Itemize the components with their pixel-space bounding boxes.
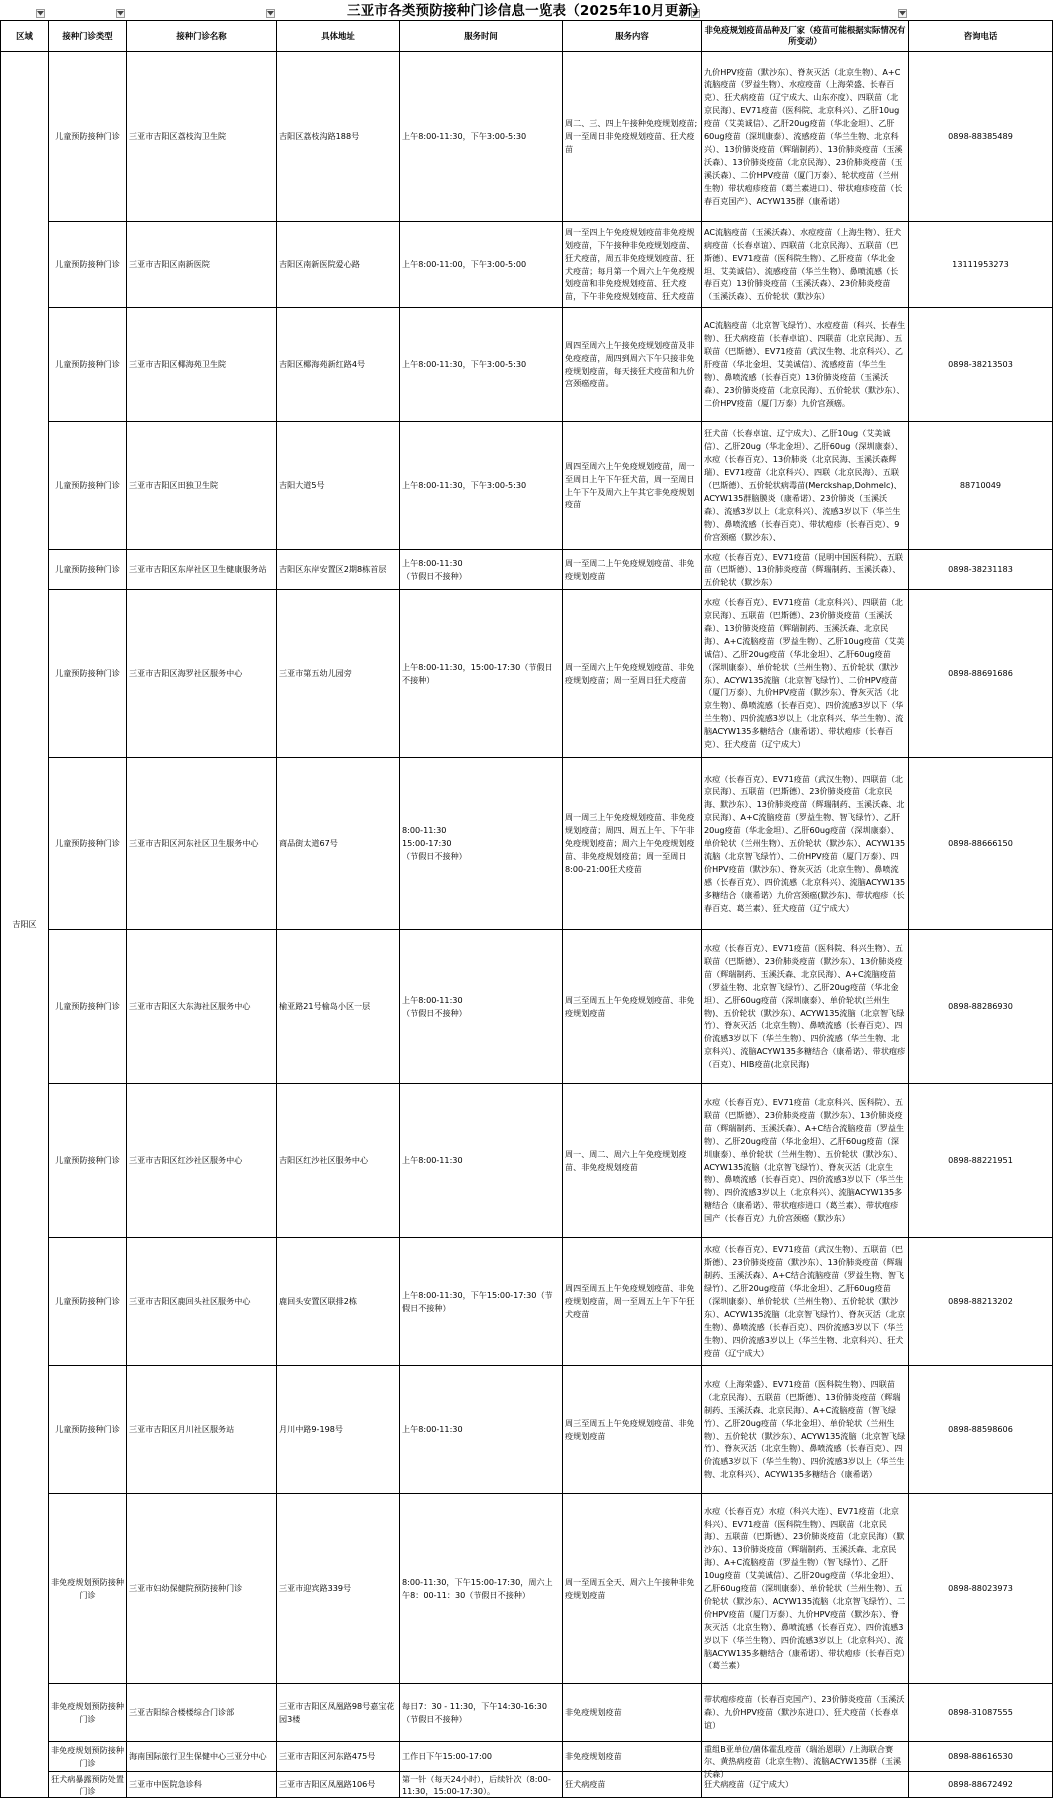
cell-vaccines[interactable] — [702, 222, 909, 308]
cell-phone[interactable] — [909, 550, 1053, 590]
col-header-address[interactable]: 具体地址 — [277, 21, 400, 52]
col-header-area[interactable]: 区域 — [1, 21, 49, 52]
table-row — [1, 1494, 1053, 1684]
cell-text-address: 吉阳区南新医院爱心路 — [279, 259, 360, 270]
cell-hours[interactable] — [400, 1742, 563, 1772]
cell-text-hours: 上午8:00-11:30 — [402, 1424, 463, 1435]
cell-text-hours: 上午8:00-11:30，下午15:00-17:30（节假日不接种） — [402, 1289, 553, 1313]
cell-name[interactable] — [127, 590, 277, 758]
cell-vaccines[interactable] — [702, 590, 909, 758]
table-row — [1, 1772, 1053, 1798]
cell-name[interactable] — [127, 1494, 277, 1684]
cell-text-vaccines: 水痘（长春百克）、EV71疫苗（昆明中国医科院）、五联苗（巴斯德）、13价肺炎疫苗（辉瑞制药、玉溪沃森）、五价轮状（默沙东） — [704, 551, 904, 588]
cell-address[interactable] — [277, 1742, 400, 1772]
table-row — [1, 422, 1053, 550]
cell-text-vaccines: 狂犬病疫苗（辽宁成大） — [704, 1779, 794, 1790]
cell-phone[interactable] — [909, 1084, 1053, 1238]
cell-name[interactable] — [127, 1742, 277, 1772]
cell-text-vaccines: 九价HPV疫苗（默沙东）、脊灰灭活（北京生物）、A+C流脑疫苗（罗益生物）、水痘疫苗（上海荣盛、长春百克）、狂犬病疫苗（辽宁成大、山东亦度）、四联苗（北京民海）、EV71疫苗（医科院、北京科兴）、乙肝10ug疫苗（艾美诚信）、乙肝20ug疫苗（华北金坦）、乙肝60ug疫苗（深圳康泰）、流感疫苗（华兰生物、北京科兴）、13价肺炎疫苗（辉瑞制药）、13价肺炎疫苗（玉溪沃森）、13价肺炎疫苗（北京民海）、23价肺炎疫苗（玉溪沃森）、二价HPV疫苗（厦门万泰）、轮状疫苗（兰州生物）带状疱疹疫苗（葛兰素进口）、带状疱疹疫苗（长春百克国产）、ACYW135群（康希诺） — [704, 66, 903, 206]
cell-name[interactable] — [127, 1238, 277, 1366]
cell-content[interactable] — [563, 930, 702, 1084]
cell-type[interactable] — [49, 1366, 127, 1494]
cell-text-address: 吉阳区东岸安置区2期8栋首层 — [279, 564, 387, 575]
cell-address[interactable] — [277, 758, 400, 930]
cell-text-vaccines: 水痘（长春百克）、EV71疫苗（医科院、科兴生物）、五联苗（巴斯德）、23价肺炎疫苗（默沙东）、13价肺炎疫苗（辉瑞制药、玉溪沃森、北京民海）、A+C流脑疫苗（罗益生物、北京智飞绿竹）、乙肝20ug疫苗（华北金坦）、乙肝60ug疫苗（深圳康泰）、单价轮状(兰州生物)、五价轮状（默沙东）、ACYW135流脑（北京智飞绿竹）、脊灰灭活（北京生物）、鼻喷流感（长春百克）、四价流感3岁以下（华兰生物）、四价流感（华兰生物、北京科兴）、流脑ACYW135多糖结合（康希诺）、带状疱疹（百克）、HIB疫苗(北京民海) — [704, 942, 906, 1070]
cell-text-content: 周三至周五上午免疫规划疫苗、非免疫规划疫苗 — [565, 1417, 695, 1441]
cell-text-content: 周四至周六上午免疫规划疫苗，周一至周日上午下午狂犬苗，周一至周日上午下午及周六上午其它非免疫规划疫苗 — [565, 460, 695, 510]
cell-hours[interactable] — [400, 308, 563, 422]
cell-name[interactable] — [127, 222, 277, 308]
header-row — [1, 21, 1053, 52]
table-row — [1, 590, 1053, 758]
cell-text-type: 非免疫规划预防接种门诊 — [51, 1700, 124, 1724]
cell-type[interactable] — [49, 550, 127, 590]
cell-text-address: 三亚市吉阳区凤凰路106号 — [279, 1779, 376, 1790]
cell-text-vaccines: 水痘（长春百克）水痘（科兴大连）、EV71疫苗（北京科兴）、EV71疫苗（医科院生物）、四联苗（北京民海）、五联苗（巴斯德）、23价肺炎疫苗（北京民海）（默沙东）、13价肺炎疫苗（辉瑞制药、玉溪沃森、北京民海）、A+C流脑疫苗（罗益生物）（智飞绿竹）、乙肝10ug疫苗（艾美诚信）、乙肝20ug疫苗（华北金坦）、乙肝60ug疫苗（深圳康泰）、单价轮状（兰州生物）、五价轮状（默沙东）、ACYW135流脑（北京智飞绿竹）、二价HPV疫苗（厦门万泰）、九价HPV疫苗（默沙东）、脊灰灭活（北京生物）、鼻喷流感（长春百克）、四价流感3岁以下（华兰生物）、四价流感3岁以上（北京科兴）、流脑ACYW135多糖结合（康希诺）、带状疱疹（长春百克）（葛兰素） — [704, 1505, 906, 1671]
cell-text-name: 三亚吉阳综合楼楼综合门诊部 — [129, 1707, 235, 1718]
cell-text-content: 非免疫规划疫苗 — [565, 1751, 622, 1762]
cell-text-vaccines: 水痘（长春百克）、EV71疫苗（武汉生物）、四联苗（北京民海）、五联苗（巴斯德）、23价肺炎疫苗（北京民海、默沙东）、13价肺炎疫苗（辉瑞制药、玉溪沃森、北京民海）、A+C流脑疫苗（罗益生物、智飞绿竹）、乙肝20ug疫苗（华北金坦）、乙肝60ug疫苗（深圳康泰）、单价轮状（兰州生物）、五价轮状（默沙东）、ACYW135流脑（北京智飞绿竹）、二价HPV疫苗（厦门万泰）、四价HPV疫苗（默沙东）、脊灰灭活（北京生物）、鼻喷流感（长春百克）、四价流感（北京科兴）、流脑ACYW135多糖结合（康希诺）九价宫颈癌(默沙东)、带状疱疹（长春百克、葛兰素）、狂犬疫苗（辽宁成大） — [704, 773, 906, 913]
cell-phone[interactable] — [909, 758, 1053, 930]
cell-address[interactable] — [277, 422, 400, 550]
cell-text-phone: 0898-88213202 — [948, 1296, 1013, 1307]
cell-content[interactable] — [563, 308, 702, 422]
cell-text-name: 三亚市吉阳区河东社区卫生服务中心 — [129, 838, 259, 849]
cell-text-hours: 工作日下午15:00-17:00 — [402, 1751, 493, 1762]
cell-content[interactable] — [563, 1742, 702, 1772]
cell-text-type: 儿童预防接种门诊 — [55, 564, 120, 575]
cell-content[interactable] — [563, 1238, 702, 1366]
cell-type[interactable] — [49, 1238, 127, 1366]
table-row — [1, 1742, 1053, 1772]
table-row — [1, 1366, 1053, 1494]
cell-type[interactable] — [49, 1684, 127, 1742]
cell-text-hours: 上午8:00-11:30 （节假日不接种） — [402, 557, 467, 581]
col-header-phone[interactable]: 咨询电话 — [909, 21, 1053, 52]
cell-text-type: 非免疫规划预防接种门诊 — [51, 1744, 124, 1768]
cell-content[interactable] — [563, 222, 702, 308]
cell-text-hours: 上午8:00-11:30 — [402, 1155, 463, 1166]
cell-hours[interactable] — [400, 1366, 563, 1494]
cell-address[interactable] — [277, 1084, 400, 1238]
cell-type[interactable] — [49, 1494, 127, 1684]
cell-text-vaccines: 水痘（长春百克）、EV71疫苗（北京科兴）、四联苗（北京民海）、五联苗（巴斯德）、23价肺炎疫苗（玉溪沃森）、13价肺炎疫苗（辉瑞制药、玉溪沃森、北京民海）、A+C流脑疫苗（罗益生物）、乙肝10ug疫苗（艾美诚信）、乙肝20ug疫苗（华北金坦）、乙肝60ug疫苗（深圳康泰）、单价轮状（兰州生物）、五价轮状（默沙东）、ACYW135流脑（北京智飞绿竹）、二价HPV疫苗（厦门万泰）、九价HPV疫苗（默沙东）、脊灰灭活（北京生物）、鼻喷流感（长春百克）、四价流感3岁以下（华兰生物）、四价流感3岁以上（北京科兴、华兰生物）、流脑ACYW135多糖结合（康希诺）、带状疱疹（长春百克）、狂犬疫苗（辽宁成大） — [704, 597, 905, 750]
cell-text-vaccines: AC流脑疫苗（玉溪沃森）、水痘疫苗（上海生物）、狂犬病疫苗（长春卓谊）、四联苗（北京民海）、五联苗（巴斯德）、EV71疫苗（医科院生物）、乙肝疫苗（华北金坦、艾美诚信）、流感疫苗（华兰生物）、鼻喷流感（长春百克）13价肺炎疫苗（玉溪沃森）、23价肺炎疫苗（玉溪沃森）、五价轮状（默沙东） — [704, 226, 902, 302]
cell-text-name: 三亚市吉阳区鹿回头社区服务中心 — [129, 1296, 251, 1307]
cell-text-content: 周一至四上午免疫规划疫苗非免疫规划疫苗，下午接种非免疫规划疫苗、狂犬疫苗，周五非免疫规划疫苗、狂犬疫苗；每月第一个周六上午免疫规划疫苗和非免疫规划疫苗、狂犬疫苗，下午非免疫规划疫苗、狂犬疫苗 — [565, 226, 695, 302]
table-row — [1, 1084, 1053, 1238]
cell-text-content: 周二、三、四上午接种免疫规划疫苗;周一至周日非免疫规划疫苗、狂犬疫苗 — [565, 118, 698, 154]
cell-address[interactable] — [277, 52, 400, 222]
cell-text-content: 周一至周六上午免疫规划疫苗、非免疫规划疫苗；周一至周日狂犬疫苗 — [565, 661, 695, 685]
cell-vaccines[interactable] — [702, 52, 909, 222]
cell-vaccines[interactable] — [702, 422, 909, 550]
cell-text-type: 儿童预防接种门诊 — [55, 1155, 120, 1166]
cell-text-name: 三亚市吉阳区田独卫生院 — [129, 480, 219, 491]
cell-type[interactable] — [49, 1772, 127, 1798]
cell-text-hours: 上午8:00-11:30，下午3:00-5:30 — [402, 131, 527, 142]
cell-phone[interactable] — [909, 1238, 1053, 1366]
cell-text-hours: 8:00-11:30 15:00-17:30 （节假日不接种） — [402, 825, 467, 861]
cell-name[interactable] — [127, 308, 277, 422]
cell-text-address: 月川中路9-198号 — [279, 1424, 343, 1435]
cell-name[interactable] — [127, 930, 277, 1084]
cell-address[interactable] — [277, 550, 400, 590]
col-header-name[interactable]: 接种门诊名称 — [127, 21, 277, 52]
cell-text-name: 三亚市吉阳区月川社区服务站 — [129, 1424, 235, 1435]
cell-vaccines[interactable] — [702, 1366, 909, 1494]
cell-text-hours: 每日7：30 - 11:30，下午14:30-16:30（节假日不接种） — [402, 1700, 547, 1724]
cell-content[interactable] — [563, 422, 702, 550]
cell-text-phone: 0898-88598606 — [948, 1424, 1013, 1435]
cell-text-name: 三亚市吉阳区海罗社区服务中心 — [129, 668, 243, 679]
cell-phone[interactable] — [909, 308, 1053, 422]
cell-type[interactable] — [49, 1084, 127, 1238]
cell-content[interactable] — [563, 550, 702, 590]
cell-address[interactable] — [277, 1238, 400, 1366]
cell-content[interactable] — [563, 1494, 702, 1684]
cell-content[interactable] — [563, 1366, 702, 1494]
cell-text-address: 三亚市吉阳区凤凰路98号嘉宝花园3楼 — [279, 1700, 395, 1724]
table-row — [1, 308, 1053, 422]
cell-text-name: 海南国际旅行卫生保健中心三亚分中心 — [129, 1751, 267, 1762]
cell-text-address: 吉阳区红沙社区服务中心 — [279, 1155, 369, 1166]
cell-address[interactable] — [277, 308, 400, 422]
cell-type[interactable] — [49, 758, 127, 930]
clinic-table — [0, 20, 1053, 1798]
cell-text-type: 儿童预防接种门诊 — [55, 480, 120, 491]
cell-text-address: 鹿回头安置区联排2栋 — [279, 1296, 357, 1307]
cell-text-hours: 上午8:00-11:30，下午3:00-5:30 — [402, 359, 527, 370]
table-body — [1, 52, 1053, 1798]
cell-text-name: 三亚市吉阳区大东海社区服务中心 — [129, 1001, 251, 1012]
cell-text-address: 吉阳大道5号 — [279, 480, 325, 491]
col-header-vaccines[interactable]: 非免疫规划疫苗品种及厂家（疫苗可能根据实际情况有所变动） — [702, 21, 909, 52]
cell-text-content: 周一、周二、周六上午免疫规划疫苗、非免疫规划疫苗 — [565, 1148, 687, 1172]
cell-text-vaccines: AC流脑疫苗（北京智飞绿竹）、水痘疫苗（科兴、长春生物）、狂犬病疫苗（长春卓谊）、四联苗（北京民海）、五联苗（巴斯德）、EV71疫苗（武汉生物、北京科兴）、乙肝疫苗（华北金坦、艾美诚信）、流感疫苗（华兰生物）、鼻喷流感（长春百克）13价肺炎疫苗（玉溪沃森）、23价肺炎疫苗（北京民海）、五价轮状（默沙东）、二价HPV疫苗（厦门万泰）九价宫颈癌。 — [704, 320, 906, 408]
cell-text-type: 儿童预防接种门诊 — [55, 1001, 120, 1012]
cell-text-address: 三亚市迎宾路339号 — [279, 1583, 352, 1594]
cell-vaccines[interactable] — [702, 308, 909, 422]
cell-text-hours: 上午8:00-11:30，15:00-17:30（节假日不接种） — [402, 661, 553, 685]
cell-text-hours: 第一针（每天24小时），后续针次（8:00-11:30，15:00-17:30）。 — [402, 1773, 551, 1797]
cell-name[interactable] — [127, 1684, 277, 1742]
cell-text-address: 榆亚路21号榆岛小区一层 — [279, 1001, 371, 1012]
cell-text-phone: 0898-88616530 — [948, 1751, 1013, 1762]
cell-hours[interactable] — [400, 758, 563, 930]
cell-text-vaccines: 水痘（上海荣盛）、EV71疫苗（医科院生物）、四联苗（北京民海）、五联苗（巴斯德）、13价肺炎疫苗（辉瑞制药、玉溪沃森、北京民海）、A+C流脑疫苗（智飞绿竹）、乙肝20ug疫苗（华北金坦）、单价轮状（兰州生物）、五价轮状（默沙东）、ACYW135流脑（北京智飞绿竹）、脊灰灭活（北京生物）、鼻喷流感（长春百克）、四价流感3岁以下（华兰生物）、四价流感3岁以上（华兰生物、北京科兴）、ACYW135多糖结合（康希诺） — [704, 1378, 906, 1480]
cell-phone[interactable] — [909, 1494, 1053, 1684]
cell-address[interactable] — [277, 1366, 400, 1494]
table-row — [1, 550, 1053, 590]
table-row — [1, 758, 1053, 930]
cell-content[interactable] — [563, 1772, 702, 1798]
cell-text-hours: 8:00-11:30，下午15:00-17:30，周六上午8：00-11：30（节假日不接种） — [402, 1576, 553, 1600]
cell-text-name: 三亚市吉阳区荔枝沟卫生院 — [129, 131, 227, 142]
cell-text-phone: 0898-88672492 — [948, 1779, 1013, 1790]
cell-text-type: 儿童预防接种门诊 — [55, 259, 120, 270]
cell-hours[interactable] — [400, 1494, 563, 1684]
cell-type[interactable] — [49, 422, 127, 550]
cell-text-name: 三亚市吉阳区南新医院 — [129, 259, 210, 270]
cell-text-content: 周一至周五全天、周六上午接种非免疫规划疫苗 — [565, 1576, 695, 1600]
table-row — [1, 1684, 1053, 1742]
cell-text-address: 吉阳区荔枝沟路188号 — [279, 131, 360, 142]
cell-text-address: 商品街太道67号 — [279, 838, 338, 849]
cell-text-content: 周一至周二上午免疫规划疫苗、非免疫规划疫苗 — [565, 557, 695, 581]
table-row — [1, 52, 1053, 222]
cell-hours[interactable] — [400, 1238, 563, 1366]
cell-hours[interactable] — [400, 1084, 563, 1238]
cell-text-phone: 0898-88221951 — [948, 1155, 1013, 1166]
cell-name[interactable] — [127, 52, 277, 222]
cell-text-type: 儿童预防接种门诊 — [55, 131, 120, 142]
cell-vaccines[interactable] — [702, 1772, 909, 1798]
cell-hours[interactable] — [400, 422, 563, 550]
cell-text-name: 三亚市妇幼保健院预防接种门诊 — [129, 1583, 243, 1594]
cell-text-address: 三亚市第五幼儿园旁 — [279, 668, 352, 679]
cell-text-phone: 0898-38213503 — [948, 359, 1013, 370]
cell-phone[interactable] — [909, 1366, 1053, 1494]
cell-text-type: 狂犬病暴露预防处置门诊 — [51, 1773, 124, 1797]
cell-text-content: 周四至周六上午接免疫规划疫苗及非免疫疫苗，周四到周六下午只接非免疫规划疫苗，每天接狂犬疫苗和九价宫颈癌疫苗。 — [565, 339, 695, 389]
cell-hours[interactable] — [400, 222, 563, 308]
cell-text-phone: 0898-38231183 — [948, 564, 1013, 575]
cell-phone[interactable] — [909, 222, 1053, 308]
cell-phone[interactable] — [909, 1772, 1053, 1798]
cell-phone[interactable] — [909, 52, 1053, 222]
cell-phone[interactable] — [909, 1742, 1053, 1772]
cell-vaccines[interactable] — [702, 1742, 909, 1780]
cell-text-phone: 0898-88023973 — [948, 1583, 1013, 1594]
cell-type[interactable] — [49, 930, 127, 1084]
cell-text-type: 儿童预防接种门诊 — [55, 668, 120, 679]
cell-vaccines[interactable] — [702, 1238, 909, 1366]
area-cell[interactable]: 吉阳区 — [1, 52, 49, 1798]
cell-phone[interactable] — [909, 422, 1053, 550]
col-header-type[interactable]: 接种门诊类型 — [49, 21, 127, 52]
cell-text-type: 非免疫规划预防接种门诊 — [51, 1576, 124, 1600]
cell-content[interactable] — [563, 758, 702, 930]
cell-text-name: 三亚市中医院急诊科 — [129, 1779, 202, 1790]
cell-text-phone: 0898-88385489 — [948, 131, 1013, 142]
cell-vaccines[interactable] — [702, 930, 909, 1084]
cell-text-content: 周三至周五上午免疫规划疫苗、非免疫规划疫苗 — [565, 994, 695, 1018]
cell-text-type: 儿童预防接种门诊 — [55, 838, 120, 849]
cell-text-phone: 88710049 — [959, 480, 1002, 491]
cell-vaccines[interactable] — [702, 758, 909, 930]
cell-name[interactable] — [127, 550, 277, 590]
cell-vaccines[interactable] — [702, 550, 909, 590]
cell-address[interactable] — [277, 590, 400, 758]
cell-type[interactable] — [49, 308, 127, 422]
cell-text-name: 三亚市吉阳区东岸社区卫生健康服务站 — [129, 564, 267, 575]
cell-text-vaccines: 重组B亚单位/菌体霍乱疫苗（瑞治恩联）/上海联合赛尔、黄热病疫苗（北京生物）、流脑ACYW135群（玉溪沃森） — [704, 1743, 902, 1780]
cell-content[interactable] — [563, 590, 702, 758]
cell-hours[interactable] — [400, 590, 563, 758]
cell-text-name: 三亚市吉阳区红沙社区服务中心 — [129, 1155, 243, 1166]
cell-address[interactable] — [277, 222, 400, 308]
cell-text-hours: 上午8:00-11:00，下午3:00-5:00 — [402, 259, 527, 270]
cell-name[interactable] — [127, 1772, 277, 1798]
cell-address[interactable] — [277, 1684, 400, 1742]
cell-text-type: 儿童预防接种门诊 — [55, 1424, 120, 1435]
cell-text-address: 三亚市吉阳区河东路475号 — [279, 1751, 376, 1762]
cell-phone[interactable] — [909, 930, 1053, 1084]
cell-text-phone: 0898-31087555 — [948, 1707, 1013, 1718]
cell-content[interactable] — [563, 1084, 702, 1238]
cell-text-address: 吉阳区椰海苑新红路4号 — [279, 359, 366, 370]
cell-text-content: 周四至周五上午免疫规划疫苗、非免疫规划疫苗，周一至周五上午下午狂犬疫苗 — [565, 1283, 695, 1319]
cell-hours[interactable] — [400, 550, 563, 590]
cell-text-vaccines: 带状疱疹疫苗（长春百克国产）、23价肺炎疫苗（玉溪沃森）、九价HPV疫苗（默沙东进口）、狂犬疫苗（长春卓谊） — [704, 1694, 905, 1730]
table-row — [1, 930, 1053, 1084]
cell-text-type: 儿童预防接种门诊 — [55, 1296, 120, 1307]
cell-type[interactable] — [49, 1742, 127, 1772]
cell-text-phone: 0898-88666150 — [948, 838, 1013, 849]
cell-address[interactable] — [277, 1772, 400, 1798]
cell-text-content: 周一周三上午免疫规划疫苗、非免疫规划疫苗；周四、周五上午、下午非免疫规划疫苗；周六上午免疫规划疫苗、非免疫规划疫苗；周一至周日8:00-21:00狂犬疫苗 — [565, 812, 695, 874]
cell-hours[interactable] — [400, 1772, 563, 1798]
cell-hours[interactable] — [400, 52, 563, 222]
cell-content[interactable] — [563, 1684, 702, 1742]
cell-text-content: 非免疫规划疫苗 — [565, 1707, 622, 1718]
cell-type[interactable] — [49, 590, 127, 758]
cell-address[interactable] — [277, 930, 400, 1084]
cell-text-phone: 0898-88691686 — [948, 668, 1013, 679]
cell-text-hours: 上午8:00-11:30，下午3:00-5:30 — [402, 480, 527, 491]
cell-name[interactable] — [127, 1084, 277, 1238]
cell-name[interactable] — [127, 422, 277, 550]
cell-text-name: 三亚市吉阳区椰海苑卫生院 — [129, 359, 227, 370]
cell-content[interactable] — [563, 52, 702, 222]
cell-text-phone: 0898-88286930 — [948, 1001, 1013, 1012]
cell-vaccines[interactable] — [702, 1084, 909, 1238]
col-header-content[interactable]: 服务内容 — [563, 21, 702, 52]
cell-type[interactable] — [49, 52, 127, 222]
cell-text-type: 儿童预防接种门诊 — [55, 359, 120, 370]
cell-text-vaccines: 水痘（长春百克）、EV71疫苗（北京科兴、医科院）、五联苗（巴斯德）、23价肺炎疫苗（默沙东）、13价肺炎疫苗（辉瑞制药、玉溪沃森）、A+C结合流脑疫苗（罗益生物）、乙肝20ug疫苗（华北金坦）、乙肝60ug疫苗（深圳康泰）、单价轮状（兰州生物）、五价轮状（默沙东）、ACYW135流脑（北京智飞绿竹）、脊灰灭活（北京生物）、鼻喷流感（长春百克）、四价流感3岁以下（华兰生物）、四价流感3岁以上（北京科兴）、流脑ACYW135多糖结合（康希诺）、带状疱疹进口（葛兰素）、带状疱疹国产（长春百克）九价宫颈癌（默沙东） — [704, 1096, 905, 1224]
cell-type[interactable] — [49, 222, 127, 308]
cell-vaccines[interactable] — [702, 1684, 909, 1742]
cell-hours[interactable] — [400, 1684, 563, 1742]
cell-text-phone: 13111953273 — [952, 259, 1009, 270]
cell-text-hours: 上午8:00-11:30 （节假日不接种） — [402, 994, 467, 1018]
cell-name[interactable] — [127, 1366, 277, 1494]
cell-address[interactable] — [277, 1494, 400, 1684]
col-header-hours[interactable]: 服务时间 — [400, 21, 563, 52]
table-row — [1, 1238, 1053, 1366]
cell-phone[interactable] — [909, 590, 1053, 758]
cell-text-content: 狂犬病疫苗 — [565, 1779, 606, 1790]
cell-name[interactable] — [127, 758, 277, 930]
cell-vaccines[interactable] — [702, 1494, 909, 1684]
table-row — [1, 222, 1053, 308]
cell-hours[interactable] — [400, 930, 563, 1084]
sheet-title: 三亚市各类预防接种门诊信息一览表（2025年10月更新） — [347, 3, 706, 19]
cell-text-vaccines: 狂犬苗（长春卓谊、辽宁成大）、乙肝10ug（艾美诚信）、乙肝20ug（华北金坦）、乙肝60ug（深圳康泰）、水痘（长春百克）、13价肺炎（北京民海、玉溪沃森辉瑞）、EV71疫苗（北京科兴）、四联（北京民海）、五联（巴斯德）、五价轮状病毒苗(Merckshap,Dohmelc)、ACYW135群脑膜炎（康希诺）、23价肺炎（玉溪沃森）、流感3岁以上（北京科兴）、流感3岁以下（华兰生物）、鼻喷流感（长春百克）、带状疱疹（长春百克）、9价宫颈癌（默沙东）、 — [704, 428, 903, 542]
cell-text-vaccines: 水痘（长春百克）、EV71疫苗（武汉生物）、五联苗（巴斯德）、23价肺炎疫苗（默沙东）、13价肺炎疫苗（辉瑞制药、玉溪沃森）、A+C结合流脑疫苗（罗益生物、智飞绿竹）、乙肝20ug疫苗（华北金坦）、乙肝60ug疫苗（深圳康泰）、单价轮状（兰州生物）、五价轮状（默沙东）、ACYW135流脑（北京智飞绿竹）、脊灰灭活（北京生物）、鼻喷流感（长春百克）、四价流感3岁以下（华兰生物）、四价流感3岁以上（华兰生物、北京科兴）、狂犬疫苗（辽宁成大） — [704, 1244, 906, 1358]
cell-phone[interactable] — [909, 1684, 1053, 1742]
